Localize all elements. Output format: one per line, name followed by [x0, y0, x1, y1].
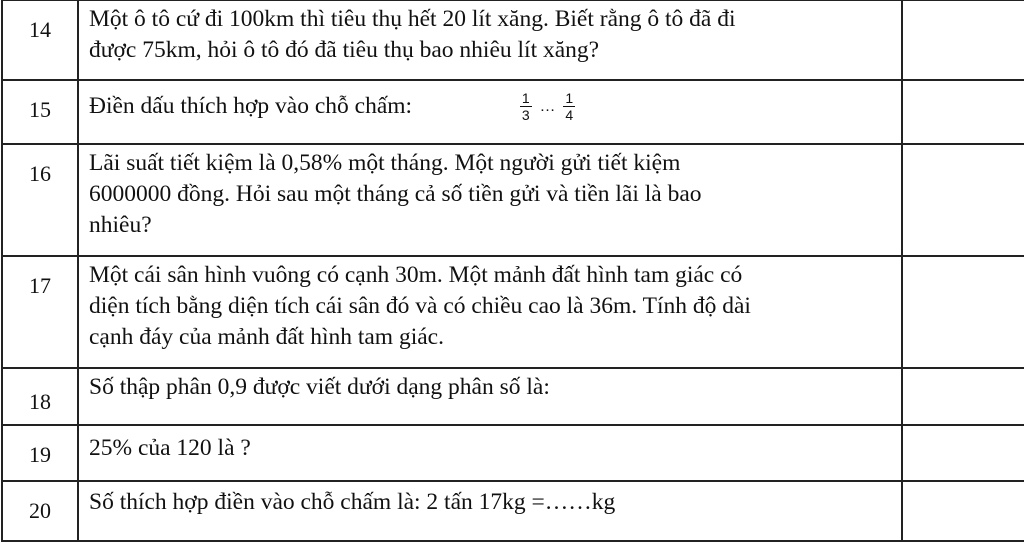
- row-number-label: 17: [29, 273, 51, 298]
- row-number: [2, 0, 78, 80]
- fraction-denominator: 3: [521, 107, 530, 124]
- question-text: [78, 0, 902, 80]
- question-line: Một cái sân hình vuông có cạnh 30m. Một mảnh đất hình tam giác có: [89, 262, 743, 288]
- table-row: [2, 0, 1024, 80]
- question-line: diện tích bằng diện tích cái sân đó và có chiều cao là 36m. Tính độ dài: [89, 293, 751, 319]
- question-line: được 75km, hỏi ô tô đó đã tiêu thụ bao nhiêu lít xăng?: [89, 37, 600, 63]
- question-line: cạnh đáy của mảnh đất hình tam giác.: [89, 324, 444, 350]
- row-number: [2, 144, 78, 256]
- question-line: Số thập phân 0,9 được viết dưới dạng phân số là:: [89, 374, 550, 400]
- fraction-one-third: [520, 90, 532, 123]
- question-line: 25% của 120 là ?: [89, 435, 251, 461]
- row-number: [2, 256, 78, 368]
- question-line: Điền dấu thích hợp vào chỗ chấm:: [89, 93, 413, 120]
- question-text: [78, 481, 902, 541]
- question-text: [78, 425, 902, 481]
- table-row: [2, 80, 1024, 144]
- question-text: [78, 368, 902, 425]
- question-table: [1, 0, 1024, 542]
- row-number: [2, 80, 78, 144]
- question-text: [78, 144, 902, 256]
- answer-cell: [902, 0, 1024, 80]
- row-number-label: 16: [29, 161, 51, 186]
- question-text: [78, 256, 902, 368]
- row-number: [2, 481, 78, 541]
- answer-cell: [902, 80, 1024, 144]
- answer-cell: [902, 368, 1024, 425]
- table-row: [2, 425, 1024, 481]
- row-number-label: 19: [29, 442, 51, 467]
- row-number: [2, 368, 78, 425]
- table-row: [2, 144, 1024, 256]
- answer-cell: [902, 256, 1024, 368]
- answer-cell: [902, 144, 1024, 256]
- question-text: [78, 80, 902, 144]
- fraction-denominator: 4: [565, 107, 574, 124]
- fraction-numerator: 1: [565, 90, 574, 107]
- fraction-one-fourth: [563, 90, 575, 123]
- table-row: [2, 368, 1024, 425]
- answer-cell: [902, 481, 1024, 541]
- question-line: Một ô tô cứ đi 100km thì tiêu thụ hết 20 lít xăng. Biết rằng ô tô đã đi: [89, 6, 736, 32]
- row-number-label: 14: [29, 17, 51, 42]
- row-number-label: 20: [29, 498, 51, 523]
- answer-cell: [902, 425, 1024, 481]
- question-line: Lãi suất tiết kiệm là 0,58% một tháng. Một người gửi tiết kiệm: [89, 150, 681, 176]
- fraction-numerator: 1: [521, 90, 530, 107]
- row-number-label: 18: [29, 389, 51, 414]
- question-line: 6000000 đồng. Hỏi sau một tháng cả số tiền gửi và tiền lãi là bao: [89, 181, 702, 207]
- table-row: [2, 481, 1024, 541]
- table-row: [2, 256, 1024, 368]
- question-line: Số thích hợp điền vào chỗ chấm là: 2 tấn 17kg =……kg: [89, 489, 616, 515]
- row-number-label: 15: [29, 97, 51, 122]
- comparison-dots: …: [539, 98, 556, 116]
- row-number: [2, 425, 78, 481]
- question-line: nhiêu?: [89, 212, 152, 238]
